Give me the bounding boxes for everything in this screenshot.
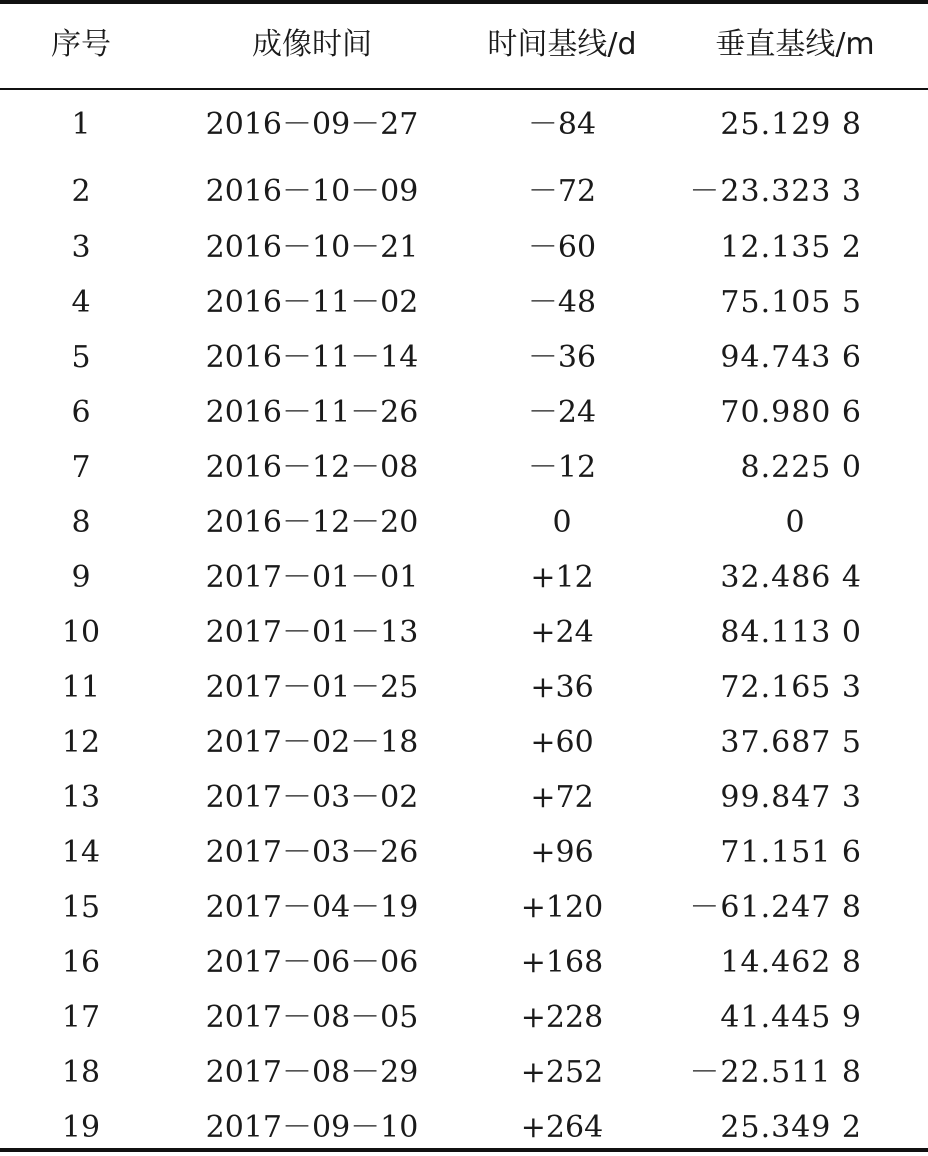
- cell-vertical-baseline: 41.445 9: [720, 1000, 862, 1035]
- cell-date: 2017－04－19: [205, 890, 419, 925]
- cell-date: 2017－08－05: [205, 1000, 419, 1035]
- cell-date: 2016－11－14: [205, 340, 419, 375]
- cell-date: 2017－01－01: [205, 560, 419, 595]
- cell-date: 2016－09－27: [205, 107, 419, 142]
- cell-vertical-baseline: 37.687 5: [720, 725, 862, 760]
- cell-time-baseline: +12: [530, 560, 594, 595]
- cell-no: 12: [61, 725, 101, 760]
- cell-vertical-baseline: 71.151 6: [720, 835, 862, 870]
- cell-time-baseline: －36: [527, 340, 597, 375]
- cell-no: 9: [71, 560, 91, 595]
- table-row: [0, 606, 928, 661]
- cell-vertical-baseline: 0: [785, 505, 805, 540]
- cell-date: 2016－11－26: [205, 395, 419, 430]
- cell-no: 13: [61, 780, 101, 815]
- cell-vertical-baseline: 99.847 3: [720, 780, 862, 815]
- cell-time-baseline: －84: [527, 107, 597, 142]
- cell-no: 3: [71, 230, 91, 265]
- cell-time-baseline: +60: [530, 725, 594, 760]
- cell-vertical-baseline: 14.462 8: [720, 945, 862, 980]
- cell-vertical-baseline: －23.323 3: [689, 174, 862, 209]
- cell-no: 17: [61, 1000, 101, 1035]
- cell-no: 8: [71, 505, 91, 540]
- cell-date: 2017－09－10: [205, 1110, 419, 1145]
- cell-time-baseline: +72: [530, 780, 594, 815]
- cell-time-baseline: +120: [520, 890, 604, 925]
- table-row: [0, 826, 928, 881]
- cell-vertical-baseline: 84.113 0: [720, 615, 862, 650]
- table-row: [0, 936, 928, 991]
- cell-date: 2017－06－06: [205, 945, 419, 980]
- cell-date: 2017－08－29: [205, 1055, 419, 1090]
- table-bottom-rule: [0, 1148, 928, 1152]
- cell-vertical-baseline: 32.486 4: [720, 560, 862, 595]
- cell-no: 15: [61, 890, 101, 925]
- cell-vertical-baseline: 70.980 6: [720, 395, 862, 430]
- cell-time-baseline: +36: [530, 670, 594, 705]
- table-header: [0, 4, 928, 88]
- table-row: [0, 771, 928, 826]
- cell-date: 2016－11－02: [205, 285, 419, 320]
- cell-time-baseline: －48: [527, 285, 597, 320]
- cell-no: 10: [61, 615, 101, 650]
- cell-vertical-baseline: 72.165 3: [720, 670, 862, 705]
- cell-date: 2016－12－08: [205, 450, 419, 485]
- cell-time-baseline: +168: [520, 945, 604, 980]
- cell-time-baseline: +96: [530, 835, 594, 870]
- cell-time-baseline: +228: [520, 1000, 604, 1035]
- cell-no: 4: [71, 285, 91, 320]
- table-row: [0, 221, 928, 276]
- cell-no: 6: [71, 395, 91, 430]
- cell-vertical-baseline: 25.129 8: [720, 107, 862, 142]
- header-date: 成像时间: [252, 27, 372, 62]
- cell-vertical-baseline: 12.135 2: [720, 230, 862, 265]
- cell-time-baseline: －24: [527, 395, 597, 430]
- cell-time-baseline: －72: [527, 174, 597, 209]
- table-row: [0, 881, 928, 936]
- cell-date: 2016－10－21: [205, 230, 419, 265]
- table-row: [0, 165, 928, 220]
- cell-time-baseline: +264: [520, 1110, 604, 1145]
- table-row: [0, 991, 928, 1046]
- cell-no: 18: [61, 1055, 101, 1090]
- cell-vertical-baseline: 8.225 0: [740, 450, 862, 485]
- cell-time-baseline: +252: [520, 1055, 604, 1090]
- table-row: [0, 441, 928, 496]
- cell-no: 16: [61, 945, 101, 980]
- table-row: [0, 496, 928, 551]
- cell-date: 2017－01－25: [205, 670, 419, 705]
- cell-vertical-baseline: －61.247 8: [689, 890, 862, 925]
- cell-date: 2017－03－02: [205, 780, 419, 815]
- cell-date: 2017－01－13: [205, 615, 419, 650]
- table-row: [0, 716, 928, 771]
- table-header-rule: [0, 88, 928, 90]
- cell-no: 5: [71, 340, 91, 375]
- cell-date: 2016－12－20: [205, 505, 419, 540]
- table-row: [0, 661, 928, 716]
- cell-vertical-baseline: 75.105 5: [720, 285, 862, 320]
- cell-vertical-baseline: 94.743 6: [720, 340, 862, 375]
- cell-no: 19: [61, 1110, 101, 1145]
- cell-time-baseline: －12: [527, 450, 597, 485]
- header-time-baseline: 时间基线/d: [487, 27, 637, 62]
- cell-vertical-baseline: －22.511 8: [689, 1055, 862, 1090]
- table-row: [0, 386, 928, 441]
- cell-no: 11: [61, 670, 101, 705]
- table-row: [0, 1046, 928, 1101]
- cell-time-baseline: +24: [530, 615, 594, 650]
- cell-date: 2016－10－09: [205, 174, 419, 209]
- table-row: [0, 276, 928, 331]
- cell-no: 7: [71, 450, 91, 485]
- cell-no: 2: [71, 174, 91, 209]
- table-row: [0, 551, 928, 606]
- cell-no: 1: [71, 107, 91, 142]
- header-vertical-baseline: 垂直基线/m: [715, 27, 875, 62]
- table-row: [0, 98, 928, 153]
- table-row: [0, 331, 928, 386]
- cell-time-baseline: －60: [527, 230, 597, 265]
- cell-no: 14: [61, 835, 101, 870]
- cell-vertical-baseline: 25.349 2: [720, 1110, 862, 1145]
- header-no: 序号: [51, 27, 111, 62]
- cell-date: 2017－03－26: [205, 835, 419, 870]
- cell-time-baseline: 0: [552, 505, 572, 540]
- cell-date: 2017－02－18: [205, 725, 419, 760]
